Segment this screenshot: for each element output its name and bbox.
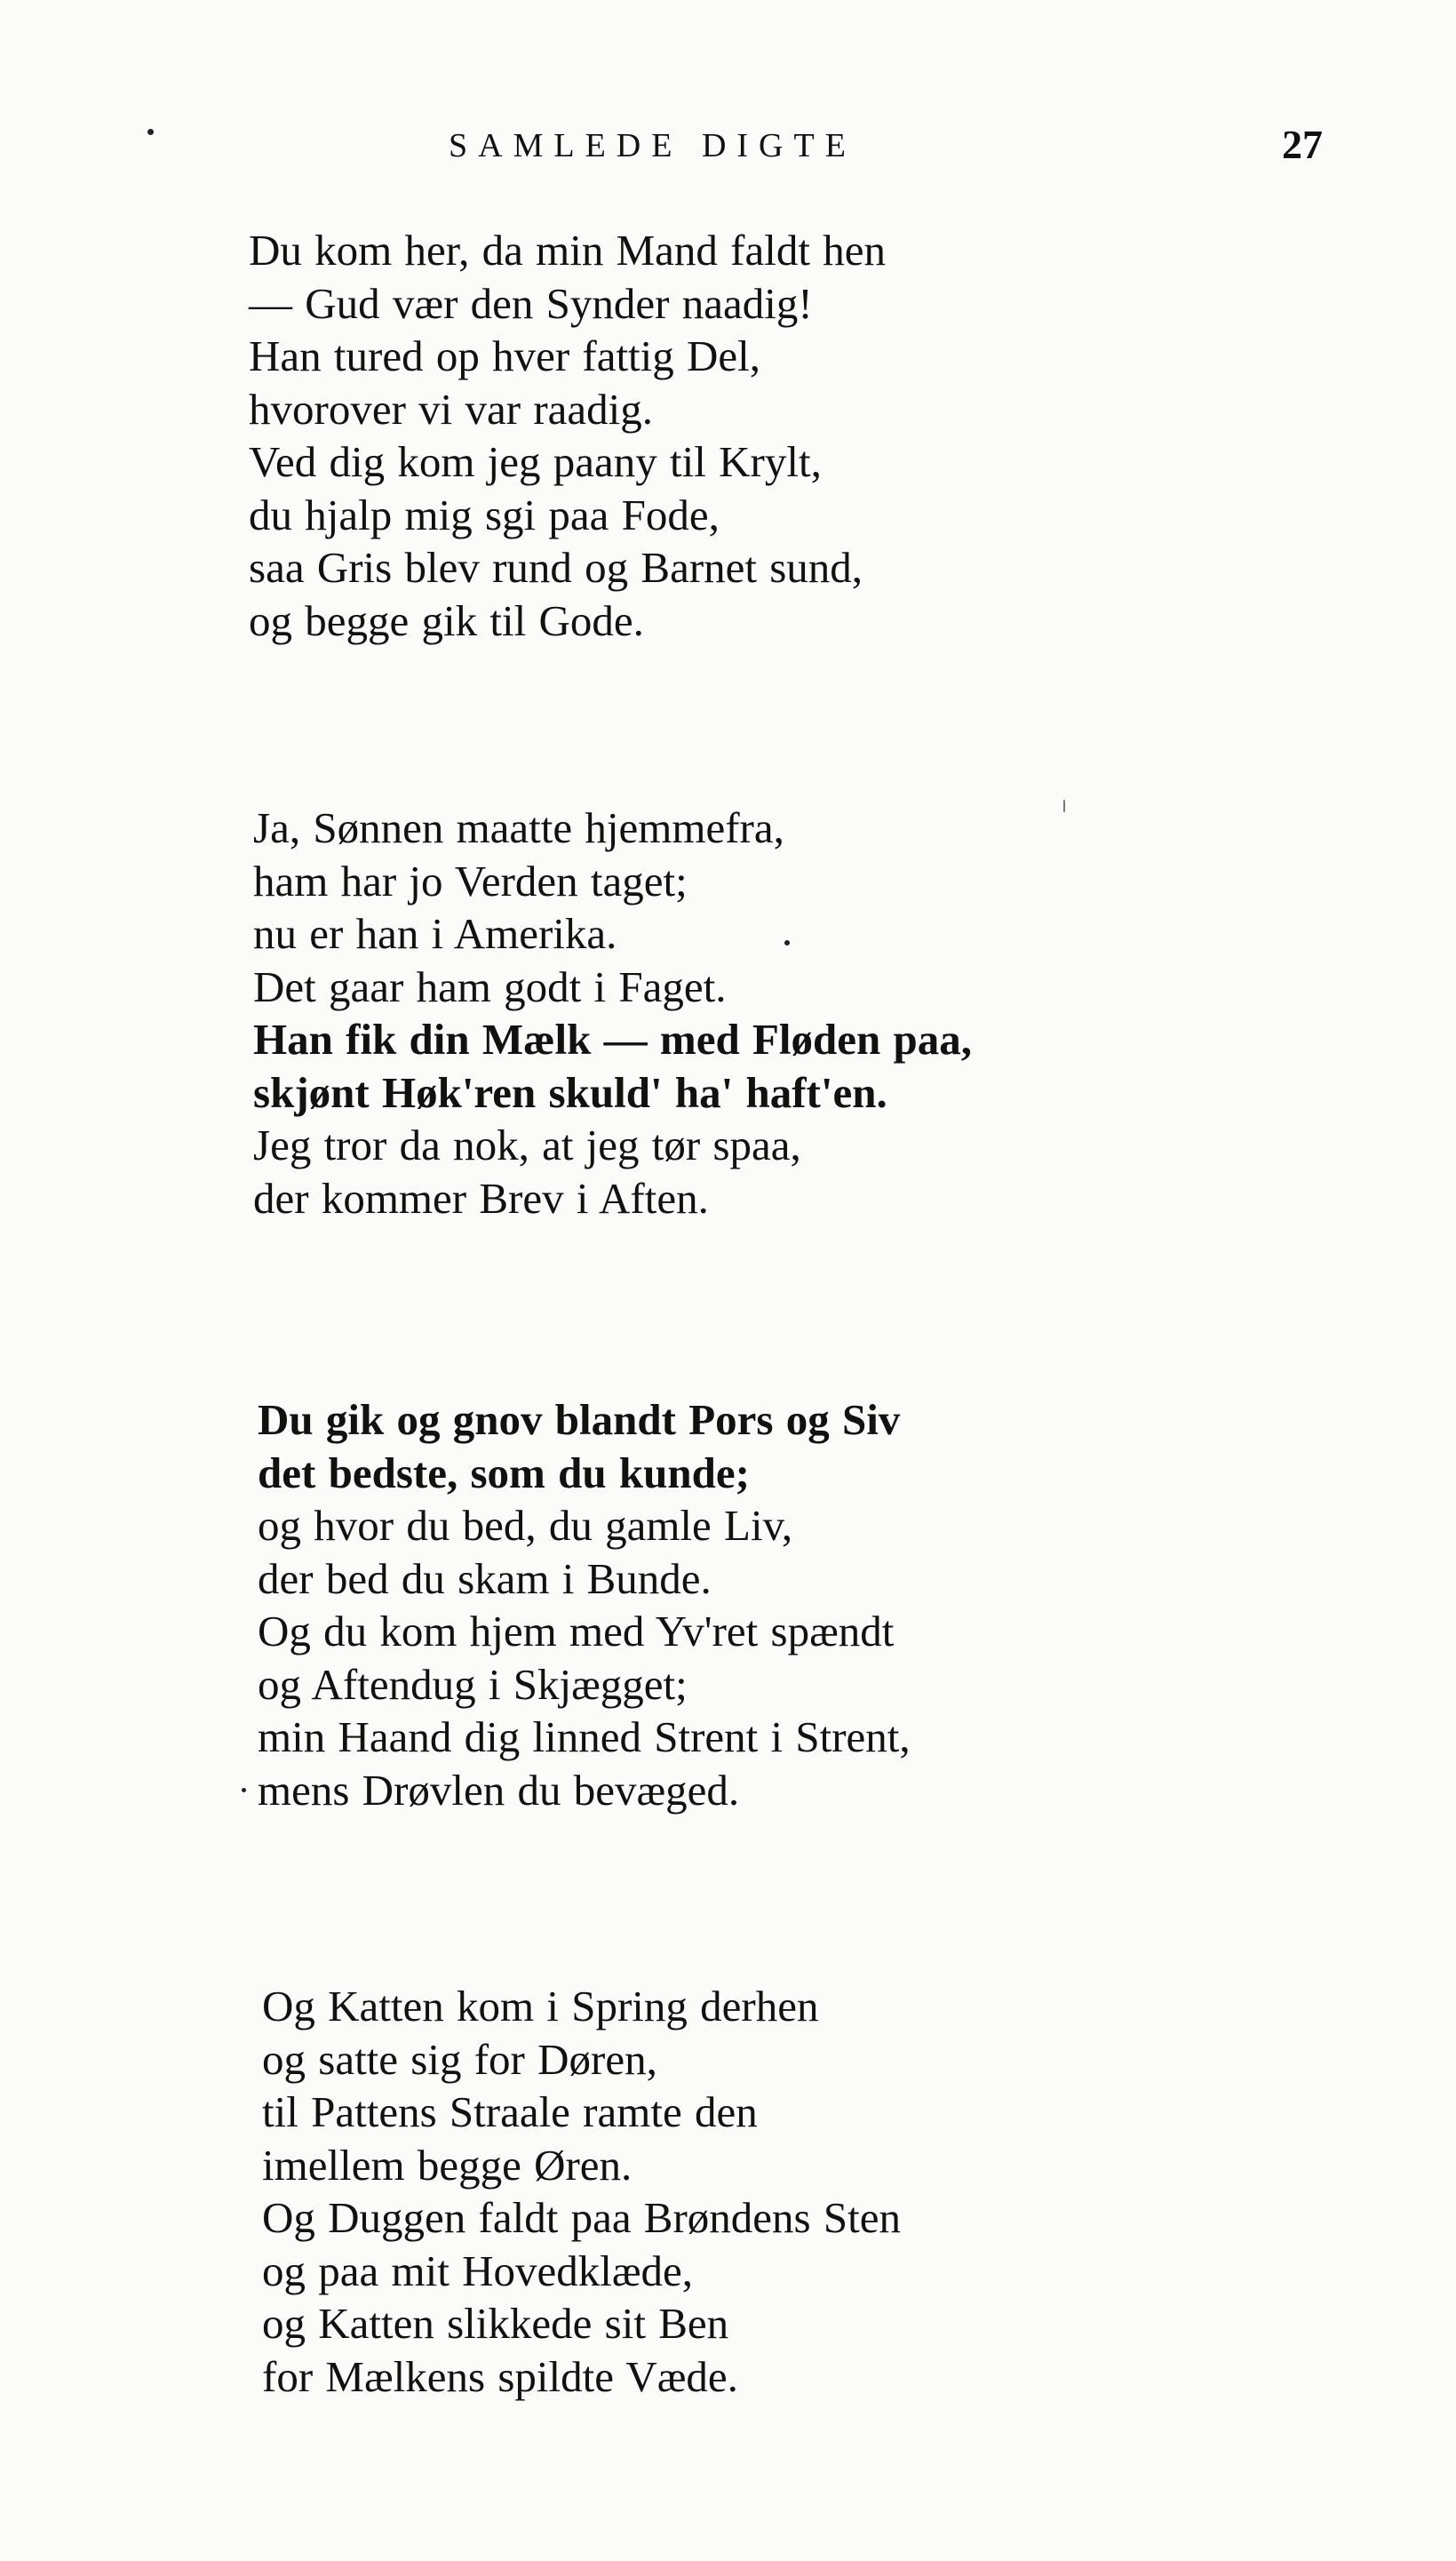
verse-line: og Aftendug i Skjægget;: [258, 1659, 688, 1709]
verse-line: Det gaar ham godt i Faget.: [253, 961, 727, 1011]
verse-line: min Haand dig linned Strent i Strent,: [258, 1712, 911, 1761]
verse-line: imellem begge Øren.: [262, 2140, 633, 2190]
ink-speck: [242, 1788, 246, 1792]
verse-line: der bed du skam i Bunde.: [258, 1553, 712, 1603]
verse-line: Og Duggen faldt paa Brøndens Sten: [262, 2193, 901, 2242]
verse-line: Jeg tror da nok, at jeg tør spaa,: [253, 1121, 801, 1169]
verse-line: og hvor du bed, du gamle Liv,: [258, 1501, 793, 1550]
verse-line: der kommer Brev i Aften.: [253, 1173, 709, 1223]
verse-line: Han fik din Mælk — med Fløden paa,: [253, 1015, 973, 1064]
verse-line: hvorover vi var raadig.: [249, 384, 653, 434]
verse-line: det bedste, som du kunde;: [258, 1448, 750, 1497]
verse-line: — Gud vær den Synder naadig!: [249, 278, 813, 328]
verse-line: Og du kom hjem med Yv'ret spændt: [258, 1607, 895, 1655]
verse-line: Du kom her, da min Mand faldt hen: [249, 226, 886, 275]
verse-line: Du gik og gnov blandt Pors og Siv: [258, 1395, 901, 1444]
ink-speck: [147, 129, 154, 135]
stanza-4: [262, 1980, 901, 2403]
verse-line: du hjalp mig sgi paa Fode,: [249, 490, 720, 539]
stanza-3: [258, 1393, 911, 1816]
ink-speck: [1063, 800, 1065, 812]
verse-line: for Mælkens spildte Væde.: [262, 2351, 738, 2401]
verse-line: til Pattens Straale ramte den: [262, 2087, 758, 2136]
verse-line: Ved dig kom jeg paany til Krylt,: [249, 437, 822, 486]
verse-line: mens Drøvlen du bevæged.: [258, 1765, 740, 1815]
verse-line: nu er han i Amerika.: [253, 909, 617, 958]
verse-line: og Katten slikkede sit Ben: [262, 2299, 729, 2348]
verse-line: Han tured op hver fattig Del,: [249, 331, 761, 380]
stanza-2: [253, 802, 972, 1225]
verse-line: Og Katten kom i Spring derhen: [262, 1982, 819, 2030]
verse-line: og satte sig for Døren,: [262, 2034, 657, 2084]
verse-line: Ja, Sønnen maatte hjemmefra,: [253, 803, 784, 852]
page-number: 27: [1282, 122, 1323, 167]
verse-line: og paa mit Hovedklæde,: [262, 2246, 694, 2295]
ink-speck: [784, 940, 790, 945]
running-title: SAMLEDE DIGTE: [449, 127, 856, 164]
verse-line: saa Gris blev rund og Barnet sund,: [249, 543, 863, 592]
verse-line: og begge gik til Gode.: [249, 595, 644, 645]
verse-line: skjønt Høk'ren skuld' ha' haft'en.: [253, 1067, 887, 1117]
verse-line: ham har jo Verden taget;: [253, 856, 688, 906]
stanza-1: [249, 224, 886, 647]
